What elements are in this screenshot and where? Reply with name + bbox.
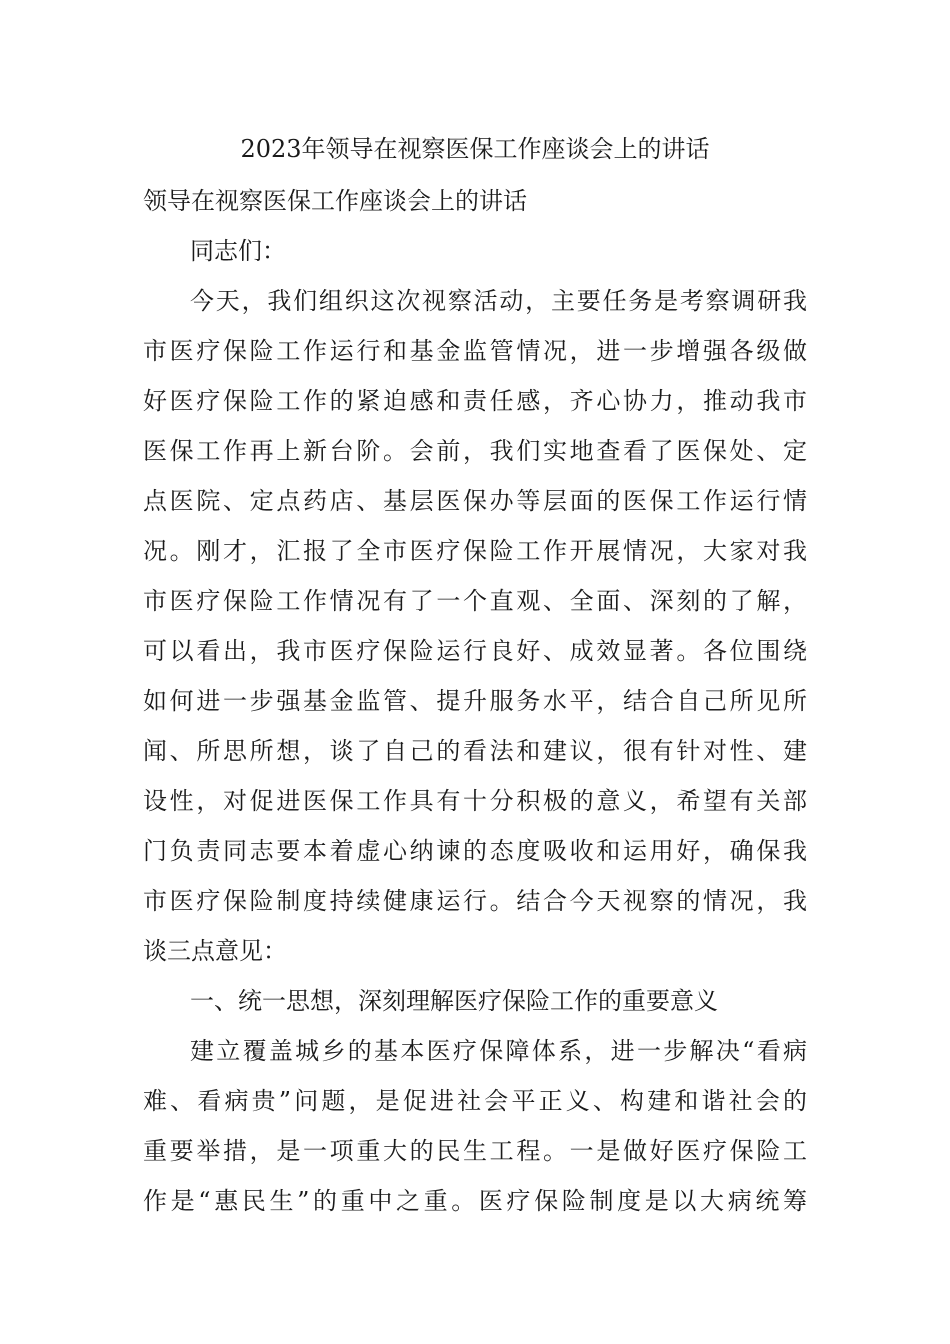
paragraph-line: 设性，对促进医保工作具有十分积极的意义，希望有关部 bbox=[143, 787, 807, 815]
paragraph-line: 重要举措，是一项重大的民生工程。一是做好医疗保险工 bbox=[143, 1137, 807, 1165]
paragraph-line: 医保工作再上新台阶。会前，我们实地查看了医保处、定 bbox=[143, 437, 807, 465]
paragraph-line: 好医疗保险工作的紧迫感和责任感，齐心协力，推动我市 bbox=[143, 387, 807, 415]
paragraph-line: 市医疗保险工作情况有了一个直观、全面、深刻的了解， bbox=[143, 587, 807, 615]
paragraph-line: 今天，我们组织这次视察活动，主要任务是考察调研我 bbox=[190, 287, 807, 315]
paragraph-line: 如何进一步强基金监管、提升服务水平，结合自己所见所 bbox=[143, 687, 807, 715]
paragraph-line: 门负责同志要本着虚心纳谏的态度吸收和运用好，确保我 bbox=[143, 837, 807, 865]
paragraph-line: 况。刚才，汇报了全市医疗保险工作开展情况，大家对我 bbox=[143, 537, 807, 565]
salutation: 同志们： bbox=[190, 237, 286, 265]
paragraph-line: 市医疗保险工作运行和基金监管情况，进一步增强各级做 bbox=[143, 337, 807, 365]
paragraph-line: 闻、所思所想，谈了自己的看法和建议，很有针对性、建 bbox=[143, 737, 807, 765]
document-title: 2023年领导在视察医保工作座谈会上的讲话 bbox=[240, 135, 710, 163]
paragraph-line: 市医疗保险制度持续健康运行。结合今天视察的情况，我 bbox=[143, 887, 807, 915]
paragraph-line: 难、看病贵”问题，是促进社会平正义、构建和谐社会的 bbox=[143, 1087, 807, 1115]
section-heading: 一、统一思想，深刻理解医疗保险工作的重要意义 bbox=[190, 987, 718, 1015]
paragraph-line: 建立覆盖城乡的基本医疗保障体系，进一步解决“看病 bbox=[190, 1037, 807, 1065]
paragraph-line: 谈三点意见： bbox=[143, 937, 287, 965]
document-subtitle: 领导在视察医保工作座谈会上的讲话 bbox=[143, 187, 527, 215]
paragraph-line: 作是“惠民生”的重中之重。医疗保险制度是以大病统筹 bbox=[143, 1187, 807, 1215]
paragraph-line: 点医院、定点药店、基层医保办等层面的医保工作运行情 bbox=[143, 487, 807, 515]
paragraph-line: 可以看出，我市医疗保险运行良好、成效显著。各位围绕 bbox=[143, 637, 807, 665]
